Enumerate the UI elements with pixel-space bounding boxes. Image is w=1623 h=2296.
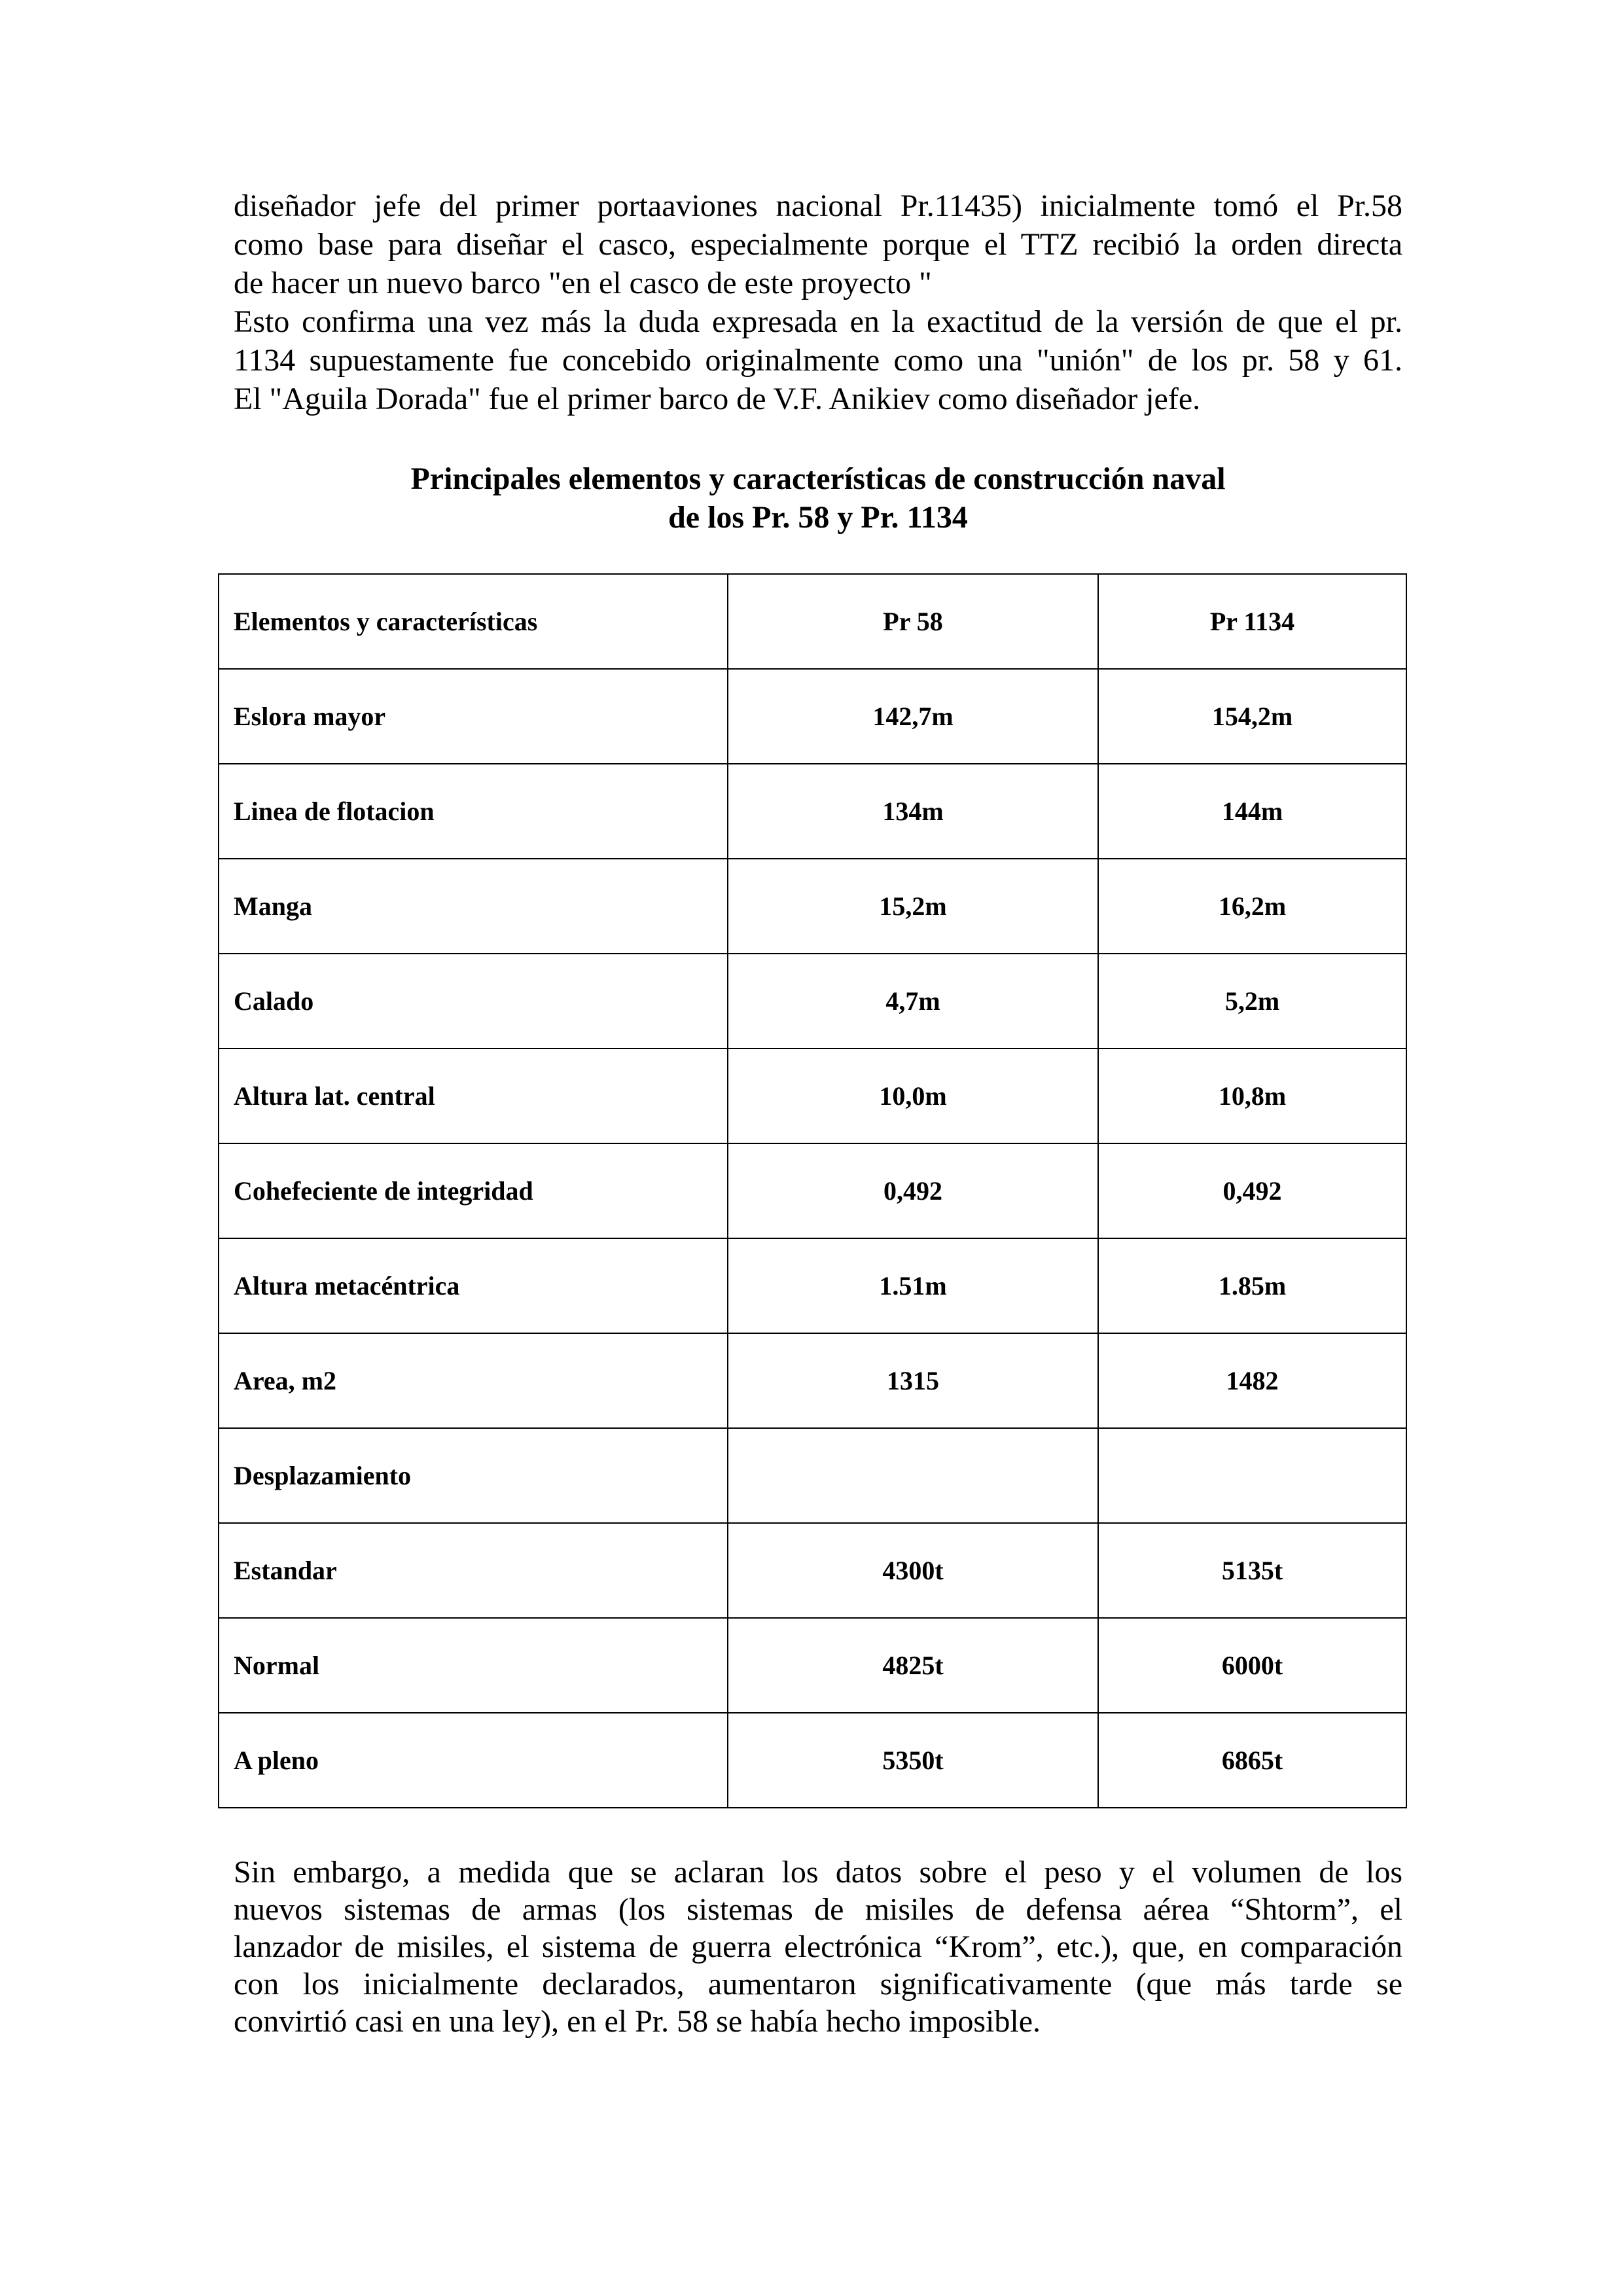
row-label: A pleno bbox=[219, 1713, 728, 1808]
table-title-line-2: de los Pr. 58 y Pr. 1134 bbox=[668, 500, 968, 535]
intro-line: de hacer un nuevo barco "en el casco de este proyecto " bbox=[234, 266, 932, 300]
value-pr58: 142,7m bbox=[728, 669, 1098, 764]
value-pr1134: 16,2m bbox=[1098, 859, 1406, 954]
value-pr1134: 10,8m bbox=[1098, 1049, 1406, 1143]
row-label: Manga bbox=[219, 859, 728, 954]
table-row bbox=[219, 764, 1406, 859]
value-pr58 bbox=[728, 1428, 1098, 1523]
row-label: Altura lat. central bbox=[219, 1049, 728, 1143]
table-row bbox=[219, 1333, 1406, 1428]
outro-line: Sin embargo, a medida que se aclaran los datos sobre el peso y el volumen de los bbox=[234, 1855, 1402, 1890]
header-cell-pr1134: Pr 1134 bbox=[1098, 574, 1406, 669]
value-pr58: 134m bbox=[728, 764, 1098, 859]
value-pr1134: 144m bbox=[1098, 764, 1406, 859]
value-pr58: 15,2m bbox=[728, 859, 1098, 954]
intro-line: El "Aguila Dorada" fue el primer barco de V.F. Anikiev como diseñador jefe. bbox=[234, 382, 1201, 416]
table-title-line-1: Principales elementos y características de construcción naval bbox=[410, 461, 1226, 496]
header-cell-pr58: Pr 58 bbox=[728, 574, 1098, 669]
row-label: Desplazamiento bbox=[219, 1428, 728, 1523]
row-label: Eslora mayor bbox=[219, 669, 728, 764]
value-pr58: 1.51m bbox=[728, 1238, 1098, 1333]
value-pr1134: 5135t bbox=[1098, 1523, 1406, 1618]
outro-line: lanzador de misiles, el sistema de guerra electrónica “Krom”, etc.), que, en comparación bbox=[234, 1929, 1402, 1964]
row-label: Normal bbox=[219, 1618, 728, 1713]
outro-line: nuevos sistemas de armas (los sistemas de misiles de defensa aérea “Shtorm”, el bbox=[234, 1892, 1402, 1927]
table-row bbox=[219, 669, 1406, 764]
row-label: Area, m2 bbox=[219, 1333, 728, 1428]
value-pr58: 1315 bbox=[728, 1333, 1098, 1428]
table-row bbox=[219, 1238, 1406, 1333]
header-cell-characteristics: Elementos y características bbox=[219, 574, 728, 669]
table-header-row bbox=[219, 574, 1406, 669]
intro-paragraph bbox=[234, 187, 1402, 418]
value-pr1134: 5,2m bbox=[1098, 954, 1406, 1049]
table-row bbox=[219, 1049, 1406, 1143]
value-pr58: 4300t bbox=[728, 1523, 1098, 1618]
row-label: Estandar bbox=[219, 1523, 728, 1618]
table-title bbox=[234, 459, 1402, 537]
value-pr1134: 6000t bbox=[1098, 1618, 1406, 1713]
table-row bbox=[219, 1143, 1406, 1238]
specs-table bbox=[218, 573, 1407, 1808]
value-pr1134: 0,492 bbox=[1098, 1143, 1406, 1238]
value-pr1134: 154,2m bbox=[1098, 669, 1406, 764]
value-pr58: 0,492 bbox=[728, 1143, 1098, 1238]
value-pr58: 10,0m bbox=[728, 1049, 1098, 1143]
outro-line: con los inicialmente declarados, aumentaron significativamente (que más tarde se bbox=[234, 1967, 1402, 2001]
value-pr1134 bbox=[1098, 1428, 1406, 1523]
value-pr58: 4,7m bbox=[728, 954, 1098, 1049]
row-label: Linea de flotacion bbox=[219, 764, 728, 859]
table-row bbox=[219, 954, 1406, 1049]
outro-line: convirtió casi en una ley), en el Pr. 58 se había hecho imposible. bbox=[234, 2004, 1041, 2039]
value-pr1134: 1482 bbox=[1098, 1333, 1406, 1428]
row-label: Calado bbox=[219, 954, 728, 1049]
table-row bbox=[219, 1618, 1406, 1713]
table-row bbox=[219, 1523, 1406, 1618]
table-row bbox=[219, 1713, 1406, 1808]
outro-paragraph bbox=[234, 1854, 1402, 2040]
table-row bbox=[219, 1428, 1406, 1523]
row-label: Altura metacéntrica bbox=[219, 1238, 728, 1333]
value-pr58: 4825t bbox=[728, 1618, 1098, 1713]
table-row bbox=[219, 859, 1406, 954]
intro-line: 1134 supuestamente fue concebido originalmente como una "unión" de los pr. 58 y 61. bbox=[234, 343, 1402, 378]
intro-line: diseñador jefe del primer portaaviones nacional Pr.11435) inicialmente tomó el Pr.58 bbox=[234, 188, 1402, 223]
row-label: Cohefeciente de integridad bbox=[219, 1143, 728, 1238]
value-pr1134: 6865t bbox=[1098, 1713, 1406, 1808]
value-pr1134: 1.85m bbox=[1098, 1238, 1406, 1333]
intro-line: Esto confirma una vez más la duda expresada en la exactitud de la versión de que el pr. bbox=[234, 304, 1402, 339]
intro-line: como base para diseñar el casco, especialmente porque el TTZ recibió la orden directa bbox=[234, 227, 1402, 262]
value-pr58: 5350t bbox=[728, 1713, 1098, 1808]
